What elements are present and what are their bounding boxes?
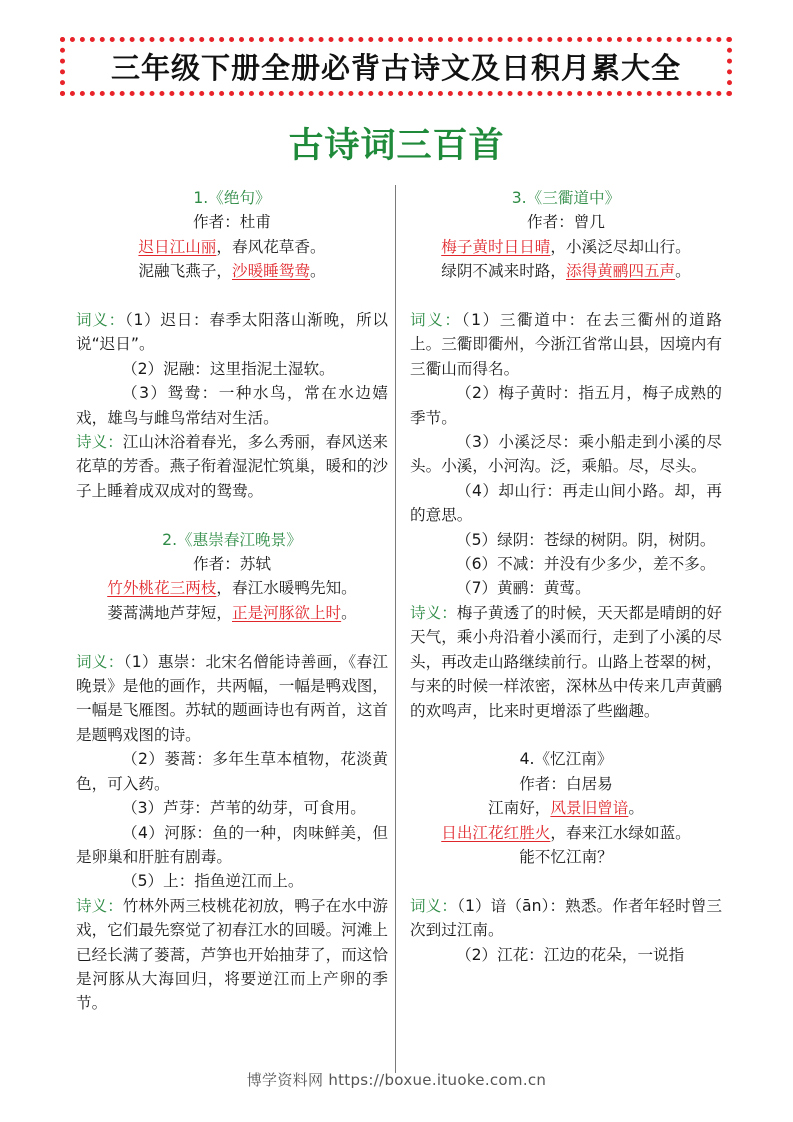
footer-watermark: 博学资料网 https://boxue.ituoke.com.cn [246,1071,547,1089]
poem-block-2 [76,528,388,1016]
poem-title: 4.《忆江南》 [519,750,613,769]
shiyi-text: 江山沐浴着春光，多么秀丽，春风送来花草的芳香。燕子衔着湿泥忙筑巢，暖和的沙子上睡着成双成对的鸳鸯。 [76,433,388,500]
verse-text: 。 [675,262,691,281]
ciyi-item: （2）梅子黄时：指五月，梅子成熟的季节。 [410,384,722,427]
shiyi-text: 梅子黄透了的时候，天天都是晴朗的好天气，乘小舟沿着小溪而行，走到了小溪的尽头，再改走山路继续前行。山路上苍翠的树，与来的时候一样浓密，深林丛中传来几声黄鹂的欢鸣声，比来时更增添了些幽趣。 [410,603,722,720]
ciyi-item: （2）江花：江边的花朵，一说指 [456,945,685,964]
ciyi-label: 词义： [410,311,462,330]
highlighted-verse: 风景旧曾谙 [550,799,629,818]
word-meaning [410,894,722,943]
shiyi-label: 诗义： [76,433,123,452]
word-meaning [410,308,722,381]
highlighted-verse: 添得黄鹂四五声 [565,262,676,281]
verse-text: ，春风花草香。 [216,237,326,256]
poem-line [410,235,722,259]
verse-text: 。 [341,603,357,622]
ciyi-label: 词义： [76,311,125,330]
highlighted-verse: 迟日江山丽 [138,237,217,256]
poem-line [410,259,722,283]
highlighted-verse: 竹外桃花三两枝 [107,579,217,598]
word-meaning [76,308,388,357]
verse-text: 泥融飞燕子， [138,262,232,281]
verse-text: 绿阴不减来时路， [441,262,566,281]
poem-meaning [410,601,722,723]
ciyi-item: （1）惠崇：北宋名僧能诗善画，《春江晚景》是他的画作，共两幅，一幅是鸭戏图，一幅是飞雁图。苏轼的题画诗也有两首，这首是题鸭戏图的诗。 [76,652,388,744]
verse-text: ，春江水暖鸭先知。 [216,579,357,598]
ciyi-item: （3）小溪泛尽：乘小船走到小溪的尽头。小溪，小河沟。泛，乘船。尽，尽头。 [410,433,722,476]
poem-line: 能不忆江南？ [519,847,613,866]
column-divider [395,185,396,1073]
poem-block-1 [76,186,388,503]
header-banner [60,37,732,96]
ciyi-item: （3）芦芽：芦苇的幼芽，可食用。 [122,799,366,818]
ciyi-item: （7）黄鹂：黄莺。 [456,579,591,598]
poem-line [76,259,388,283]
verse-text: 。 [309,262,326,281]
ciyi-item: （2）蒌蒿：多年生草本植物，花淡黄色，可入药。 [76,750,388,793]
poem-author: 作者：曾几 [527,213,605,232]
poem-block-3 [410,186,722,723]
poem-title: 2.《惠崇春江晚景》 [162,530,302,549]
poem-title: 1.《绝句》 [193,189,271,207]
shiyi-label: 诗义： [410,603,457,622]
ciyi-item: （2）泥融：这里指泥土湿软。 [122,359,335,378]
highlighted-verse: 正是河豚欲上时 [231,603,342,622]
right-column [410,186,722,967]
poem-line [410,796,722,820]
ciyi-label: 词义： [76,652,124,671]
poem-line [76,576,388,600]
ciyi-item: （6）不减：并没有少多少，差不多。 [456,555,716,574]
verse-text: ，春来江水绿如蓝。 [550,823,691,842]
poem-line [76,601,388,625]
poem-title: 3.《三衢道中》 [511,189,621,207]
verse-text: 蒌蒿满地芦芽短， [107,603,232,622]
document-title: 三年级下册全册必背古诗文及日积月累大全 [110,51,681,85]
poem-line [76,235,388,259]
ciyi-item: （5）上：指鱼逆江而上。 [122,872,304,891]
poem-meaning [76,430,388,503]
ciyi-item: （1）三衢道中：在去三衢州的道路上。三衢即衢州，今浙江省常山县，因境内有三衢山而得名。 [410,311,722,378]
ciyi-item: （4）却山行：再走山间小路。却，再的意思。 [410,481,722,525]
poem-line [410,821,722,845]
shiyi-label: 诗义： [76,896,123,915]
highlighted-verse: 日出江花红胜火 [441,823,551,842]
ciyi-item: （1）谙（ān）：熟悉。作者年轻时曾三次到过江南。 [410,896,722,940]
ciyi-item [76,381,388,430]
highlighted-verse: 沙暖睡鸳鸯 [231,262,310,281]
verse-text: 。 [628,799,644,818]
ciyi-item: （4）河豚：鱼的一种，肉味鲜美，但是卵巢和肝脏有剧毒。 [76,823,388,866]
verse-text: ，小溪泛尽却山行。 [550,237,691,256]
poem-block-4 [410,747,722,967]
highlighted-verse: 梅子黄时日日晴 [441,237,551,256]
ciyi-item: （1）迟日：春季太阳落山渐晚，所以说“迟日”。 [76,311,388,354]
poem-author: 作者：杜甫 [193,213,271,232]
verse-text: 江南好， [488,799,551,818]
poem-author: 作者：白居易 [519,774,613,793]
poem-meaning [76,894,388,1016]
left-column [76,186,388,1016]
shiyi-text: 竹林外两三枝桃花初放，鸭子在水中游戏，它们最先察觉了初春江水的回暖。河滩上已经长满了蒌蒿，芦笋也开始抽芽了，而这恰是河豚从大海回归，将要逆江而上产卵的季节。 [76,896,388,1013]
ciyi-text: （3）鸳鸯：一种水鸟，常在水边嬉戏，雄鸟与雌鸟常结对生活。 [76,384,388,427]
ciyi-label: 词义： [410,896,458,915]
ciyi-item: （5）绿阴：苍绿的树阴。阴，树阴。 [456,530,716,549]
poem-author: 作者：苏轼 [193,555,271,574]
word-meaning [76,650,388,748]
section-title: 古诗词三百首 [288,126,505,166]
